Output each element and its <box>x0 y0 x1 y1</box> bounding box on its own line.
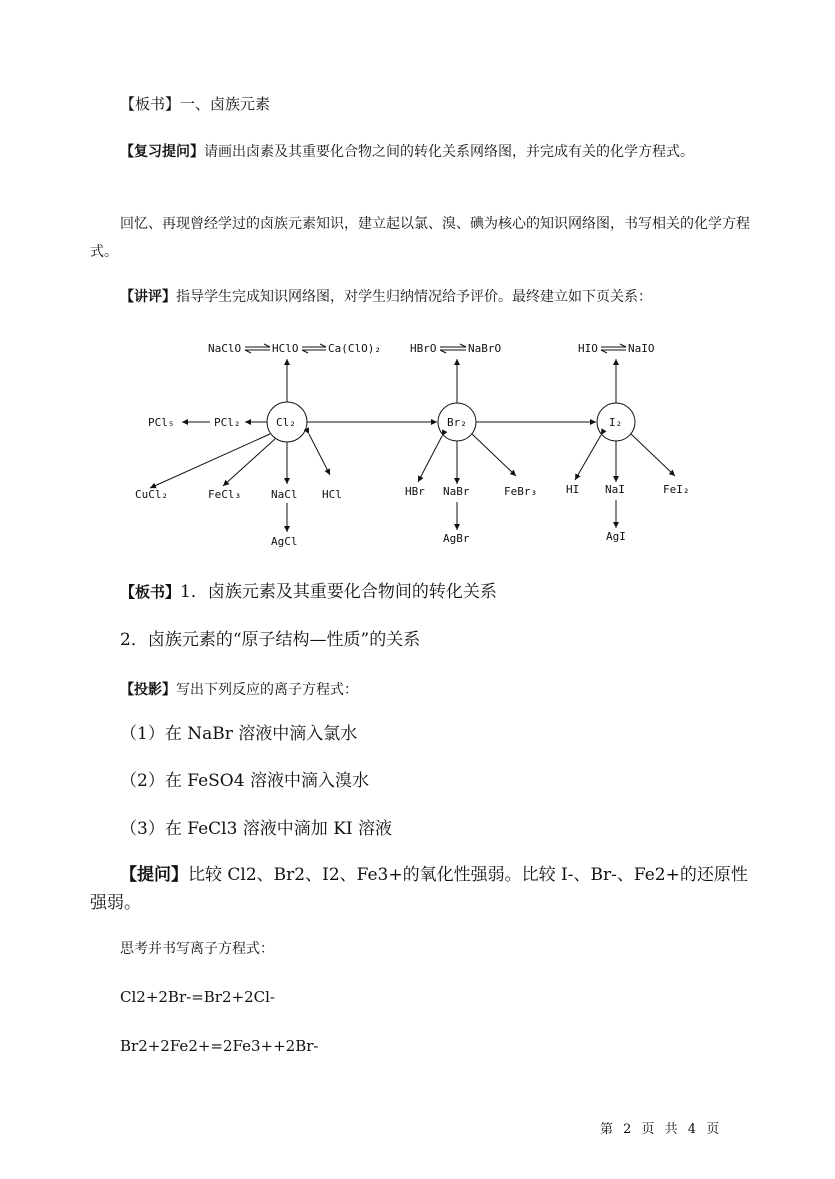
hbro-label: HBrO <box>410 342 437 355</box>
task-item-3 <box>120 815 780 843</box>
task-item-3-text: （3）在 FeCl3 溶液中滴加 KI 溶液 <box>120 819 393 839</box>
arrow-cl2-fecl3 <box>223 439 275 486</box>
nabro-label: NaBrO <box>468 342 502 355</box>
arrow-i2-fei2 <box>631 434 675 476</box>
agbr-label: AgBr <box>443 532 470 545</box>
page-number: 第 2 页 共 4 页 <box>600 1122 723 1137</box>
comment-paragraph <box>120 283 780 311</box>
board-tag-2: 【板书】 <box>120 583 181 601</box>
pcl2-label: PCl₂ <box>214 416 241 429</box>
think-paragraph <box>120 935 780 963</box>
comment-tag: 【讲评】 <box>120 289 176 305</box>
equation-1 <box>120 983 780 1011</box>
review-text: 请画出卤素及其重要化合物之间的转化关系网络图，并完成有关的化学方程式。 <box>204 144 694 160</box>
equilibrium-arrow <box>245 344 270 353</box>
nacl-label: NaCl <box>271 488 298 501</box>
task-item-1-text: （1）在 NaBr 溶液中滴入氯水 <box>120 724 358 744</box>
task-item-1 <box>120 720 780 748</box>
board-section-2-text: 2．卤族元素的“原子结构—性质”的关系 <box>120 630 421 650</box>
board-section-2 <box>120 626 780 654</box>
cucl2-label: CuCl₂ <box>135 488 169 501</box>
halogen-network-diagram <box>130 330 720 555</box>
think-text: 思考并书写离子方程式： <box>120 941 274 957</box>
naio-label: NaIO <box>628 342 655 355</box>
question-text: 比较 Cl2、Br2、I2、Fe3+的氧化性强弱。比较 I-、Br-、Fe2+的还原性强弱。 <box>90 865 748 913</box>
nai-label: NaI <box>605 483 625 496</box>
recall-paragraph <box>90 210 750 266</box>
agi-label: AgI <box>606 530 626 543</box>
projection-tag: 【投影】 <box>120 682 176 698</box>
equation-2-text: Br2+2Fe2+=2Fe3++2Br- <box>120 1037 319 1055</box>
arrow-cl2-hcl <box>309 434 330 475</box>
arrow-br2-febr3 <box>472 434 516 476</box>
caclo2-label: Ca(ClO)₂ <box>328 342 381 355</box>
hbr-label: HBr <box>405 485 425 498</box>
task-item-2-text: （2）在 FeSO4 溶液中滴入溴水 <box>120 771 369 791</box>
review-question <box>90 138 750 166</box>
board-section-1 <box>120 578 780 606</box>
equation-2 <box>120 1032 780 1060</box>
pcl5-label: PCl₅ <box>148 416 175 429</box>
cl2-label: Cl₂ <box>276 416 296 429</box>
hio-label: HIO <box>578 342 598 355</box>
nabr-label: NaBr <box>443 485 470 498</box>
board-heading-text: 一、卤族元素 <box>180 95 271 113</box>
equilibrium-arrow <box>601 344 626 353</box>
i2-label: I₂ <box>609 416 623 429</box>
recall-text: 回忆、再现曾经学过的卤族元素知识，建立起以氯、溴、碘为核心的知识网络图，书写相关的化学方程式。 <box>90 216 750 260</box>
review-tag: 【复习提问】 <box>120 144 204 160</box>
projection-text: 写出下列反应的离子方程式： <box>176 682 358 698</box>
hcl-label: HCl <box>322 488 342 501</box>
comment-text: 指导学生完成知识网络图，对学生归纳情况给予评价。最终建立如下页关系： <box>176 289 652 305</box>
question-tag: 【提问】 <box>120 865 188 885</box>
arrow-cl2-cucl2 <box>150 434 270 488</box>
fecl3-label: FeCl₃ <box>208 488 242 501</box>
naclo-label: NaClO <box>208 342 242 355</box>
hi-label: HI <box>566 483 580 496</box>
febr3-label: FeBr₃ <box>504 485 538 498</box>
projection-paragraph <box>120 676 780 704</box>
agcl-label: AgCl <box>271 535 298 548</box>
board-tag: 【板书】 <box>120 95 181 113</box>
page-footer <box>600 1118 722 1137</box>
board-section-1-text: 1．卤族元素及其重要化合物间的转化关系 <box>180 582 497 602</box>
fei2-label: FeI₂ <box>663 483 690 496</box>
task-item-2 <box>120 767 780 795</box>
hclo-label: HClO <box>272 342 299 355</box>
equilibrium-arrow <box>302 344 326 353</box>
question-paragraph <box>90 861 750 917</box>
arrow-i2-hi <box>575 435 601 480</box>
arrow-br2-hbr <box>418 436 442 482</box>
board-heading-1 <box>120 90 780 118</box>
equation-1-text: Cl2+2Br-=Br2+2Cl- <box>120 988 275 1006</box>
equilibrium-arrow <box>440 344 466 353</box>
br2-label: Br₂ <box>447 416 467 429</box>
